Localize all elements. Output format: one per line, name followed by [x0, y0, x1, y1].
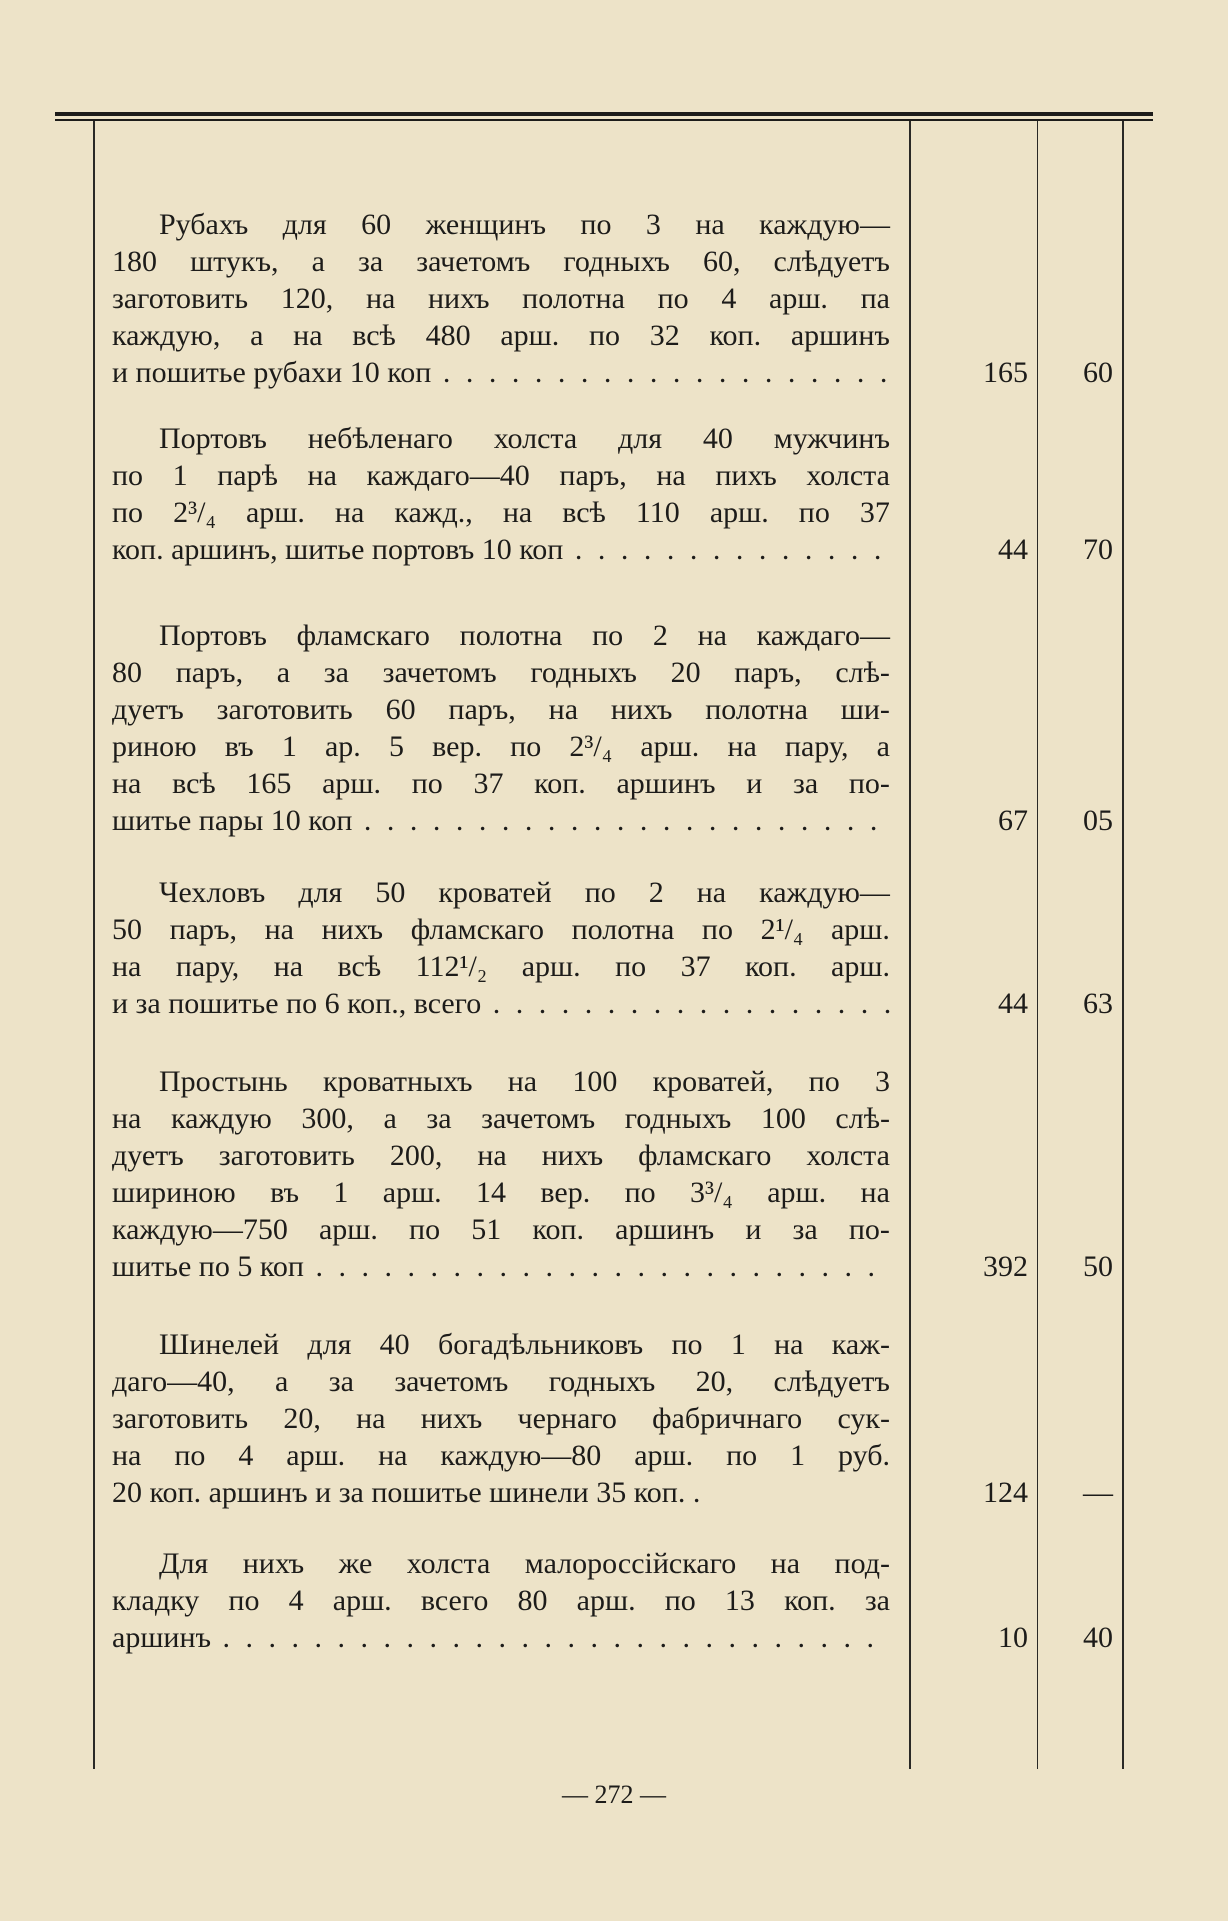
ledger-entry	[112, 1063, 890, 1285]
ledger-entry	[112, 1545, 890, 1656]
amount-kopecks: 05	[1083, 804, 1113, 837]
entry-line: на каждую 300, а за зачетомъ годныхъ 100 слѣ-	[112, 1102, 890, 1135]
entry-line: каждую—750 арш. по 51 коп. аршинъ и за по-	[112, 1213, 890, 1246]
amount-rubles: 44	[998, 533, 1028, 566]
amount-rubles: 165	[983, 356, 1028, 389]
entry-line: Рубахъ для 60 женщинъ по 3 на каждую—	[159, 208, 890, 241]
entry-line: даго—40, а за зачетомъ годныхъ 20, слѣдуетъ	[112, 1365, 890, 1398]
entry-line: 50 паръ, на нихъ фламскаго полотна по 2¹/₄ арш.	[112, 913, 890, 946]
entry-line: заготовить 120, на нихъ полотна по 4 арш. па	[112, 282, 890, 315]
amount-kopecks: 40	[1083, 1621, 1113, 1654]
entry-line: 180 штукъ, а за зачетомъ годныхъ 60, слѣдуетъ	[112, 245, 890, 278]
entry-line: и за пошитье по 6 коп., всего . . .	[112, 985, 890, 1022]
entry-line: каждую, а на всѣ 480 арш. по 32 коп. аршинъ	[112, 319, 890, 352]
ledger-entry	[112, 1326, 890, 1511]
left-column-rule	[93, 121, 95, 1769]
amount-rubles: 44	[998, 987, 1028, 1020]
entry-line: шитье пары 10 коп . . .	[112, 802, 890, 839]
entry-line: на пару, на всѣ 112¹/₂ арш. по 37 коп. арш.	[112, 950, 890, 983]
ledger-entry	[112, 420, 890, 568]
amount-rubles: 124	[983, 1476, 1028, 1509]
entry-line: на всѣ 165 арш. по 37 коп. аршинъ и за по-	[112, 767, 890, 800]
entry-line: Простынь кроватныхъ на 100 кроватей, по 3	[159, 1065, 890, 1098]
entry-line: по 1 парѣ на каждаго—40 паръ, на пихъ холста	[112, 459, 890, 492]
amount-kopecks: 63	[1083, 987, 1113, 1020]
entry-line: шириною въ 1 арш. 14 вер. по 3³/₄ арш. на	[112, 1176, 890, 1209]
right-column-rule	[1122, 121, 1124, 1769]
entry-line: на по 4 арш. на каждую—80 арш. по 1 руб.	[112, 1439, 890, 1472]
entry-line: и пошитье рубахи 10 коп . . .	[112, 354, 890, 391]
amount-kopecks: —	[1083, 1476, 1113, 1509]
amount-kopecks: 60	[1083, 356, 1113, 389]
amount-column-rule	[909, 121, 911, 1769]
entry-line: по 2³/₄ арш. на кажд., на всѣ 110 арш. по 37	[112, 496, 890, 529]
amount-kopecks: 70	[1083, 533, 1113, 566]
top-rule	[55, 112, 1153, 116]
amount-rubles: 392	[983, 1250, 1028, 1283]
entry-line: кладку по 4 арш. всего 80 арш. по 13 коп. за	[112, 1584, 890, 1617]
entry-line: Шинелей для 40 богадѣльниковъ по 1 на каж-	[159, 1328, 890, 1361]
amount-rubles: 10	[998, 1621, 1028, 1654]
entry-line: дуетъ заготовить 200, на нихъ фламскаго холста	[112, 1139, 890, 1172]
amount-rubles: 67	[998, 804, 1028, 837]
page-number: — 272 —	[562, 1780, 666, 1809]
entry-line: шитье по 5 коп . . .	[112, 1248, 890, 1285]
ledger-entry	[112, 206, 890, 391]
entry-line: 80 паръ, а за зачетомъ годныхъ 20 паръ, слѣ-	[112, 656, 890, 689]
amount-kopecks: 50	[1083, 1250, 1113, 1283]
entry-line: Чехловъ для 50 кроватей по 2 на каждую—	[159, 876, 890, 909]
entry-line: заготовить 20, на нихъ чернаго фабричнаго сук-	[112, 1402, 890, 1435]
kopeck-column-rule	[1037, 121, 1038, 1769]
entry-line: Портовъ фламскаго полотна по 2 на каждаго—	[159, 619, 890, 652]
ledger-entry	[112, 874, 890, 1022]
top-rule-thin	[55, 119, 1153, 121]
entry-line: Портовъ небѣленаго холста для 40 мужчинъ	[159, 422, 890, 455]
entry-line: риною въ 1 ар. 5 вер. по 2³/₄ арш. на пару, а	[112, 730, 890, 763]
ledger-entry	[112, 617, 890, 839]
entry-line: Для нихъ же холста малороссійскаго на под-	[159, 1547, 890, 1580]
entry-line: 20 коп. аршинъ и за пошитье шинели 35 коп. .	[112, 1476, 701, 1509]
entry-line: аршинъ . . .	[112, 1619, 890, 1656]
entry-line: дуетъ заготовить 60 паръ, на нихъ полотна ши-	[112, 693, 890, 726]
entry-line: коп. аршинъ, шитье портовъ 10 коп . . .	[112, 531, 890, 568]
